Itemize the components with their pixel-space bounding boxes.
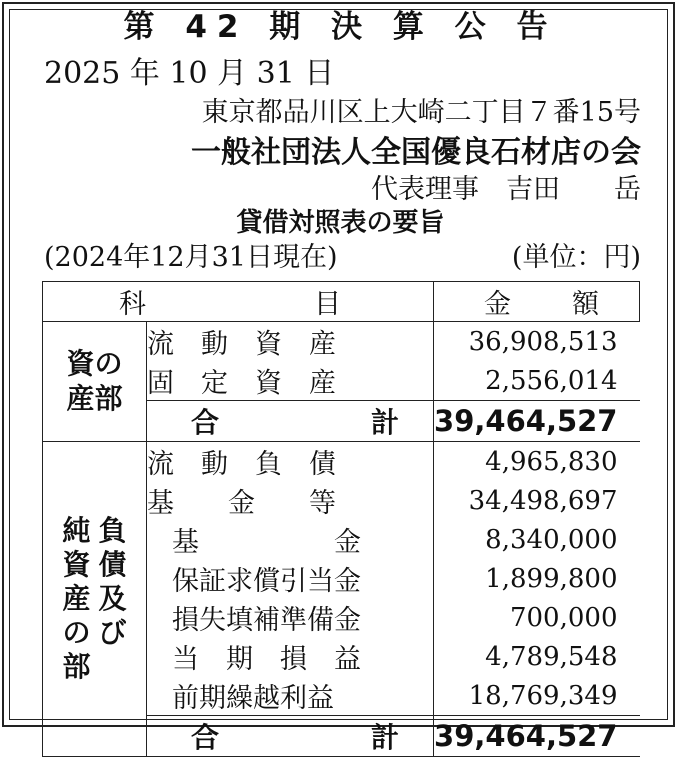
liability-row-label — [147, 637, 434, 676]
fund-etc-value: 34,498,697 — [468, 485, 618, 516]
current-profit-label: 当 期 損 益 — [172, 644, 361, 675]
liabilities-total-char-1: 合 — [191, 721, 220, 754]
liabilities-total-char-2: 計 — [370, 721, 399, 754]
section-label-char: の — [62, 616, 91, 649]
balance-sheet-table — [42, 281, 640, 757]
asset-row-value — [434, 361, 640, 401]
section-label-char: 純 — [62, 514, 91, 547]
liabilities-total-value — [434, 716, 640, 757]
assets-total-amount: 39,464,527 — [434, 404, 618, 438]
asset-row-label — [147, 361, 434, 401]
header-amount-cell — [434, 282, 640, 322]
loss-reserve-label: 損失填補準備金 — [172, 605, 361, 636]
table-header-row — [43, 282, 640, 322]
current-profit-value: 4,789,548 — [485, 641, 618, 672]
asset-current-label: 流 動 資 産 — [147, 329, 336, 360]
notice-date: 2025 年 10 月 31 日 — [44, 56, 335, 91]
representative: 代表理事 吉田 岳 — [371, 174, 641, 205]
table-row — [43, 322, 640, 362]
asset-row-value — [434, 322, 640, 362]
company-name: 一般社団法人全国優良石材店の会 — [191, 135, 641, 170]
assets-total-char-2: 計 — [370, 406, 399, 439]
notice-title: 第 42 期 決 算 公 告 — [123, 9, 558, 45]
section-label-char: 資 — [62, 548, 91, 581]
liability-row-value — [434, 637, 640, 676]
unit-label: (単位：円) — [511, 242, 641, 273]
assets-total-value — [434, 401, 640, 442]
fund-etc-label: 基 金 等 — [147, 488, 336, 519]
section-label-char: 負 — [98, 514, 127, 547]
liability-row-value — [434, 676, 640, 716]
liability-row-value — [434, 442, 640, 482]
liabilities-section-label — [43, 442, 147, 757]
liability-current-value: 4,965,830 — [485, 446, 618, 477]
header-item-cell — [43, 282, 434, 322]
liability-row-value — [434, 598, 640, 637]
liability-row-value — [434, 559, 640, 598]
header-item-char-2: 目 — [314, 289, 341, 320]
asset-fixed-value: 2,556,014 — [485, 365, 618, 396]
section-label-char: び — [98, 616, 127, 649]
liability-row-value — [434, 520, 640, 559]
fund-value: 8,340,000 — [485, 524, 618, 555]
liability-current-label: 流 動 負 債 — [147, 449, 336, 480]
liability-row-value — [434, 481, 640, 520]
retained-earnings-value: 18,769,349 — [468, 680, 618, 711]
assets-section-line-2: 産部 — [66, 381, 123, 415]
liabilities-section-label-col-2 — [62, 514, 91, 683]
section-label-char: 産 — [62, 582, 91, 615]
liability-row-label — [147, 442, 434, 482]
company-address: 東京都品川区上大崎二丁目７番15号 — [201, 97, 641, 128]
assets-total-char-1: 合 — [191, 406, 220, 439]
section-label-char: 部 — [62, 650, 91, 683]
as-of-date: (2024年12月31日現在) — [44, 242, 338, 273]
asset-fixed-label: 固 定 資 産 — [147, 368, 336, 399]
table-row — [43, 442, 640, 482]
retained-earnings-label: 前期繰越利益 — [172, 683, 334, 714]
assets-section-line-1: 資の — [66, 346, 123, 380]
header-amount-char-1: 金 — [484, 289, 511, 320]
liability-row-label — [147, 676, 434, 716]
assets-section-label — [43, 322, 147, 442]
liability-row-label — [147, 520, 434, 559]
liabilities-total-amount: 39,464,527 — [434, 719, 618, 753]
liabilities-total-label — [147, 716, 434, 757]
asset-row-label — [147, 322, 434, 362]
section-label-char: 及 — [98, 582, 127, 615]
guarantee-reserve-value: 1,899,800 — [485, 563, 618, 594]
assets-total-label — [147, 401, 434, 442]
loss-reserve-value: 700,000 — [509, 602, 618, 633]
section-label-char: 債 — [98, 548, 127, 581]
fund-label: 基 金 — [172, 527, 361, 558]
liability-row-label — [147, 598, 434, 637]
balance-sheet-title: 貸借対照表の要旨 — [236, 208, 445, 238]
liabilities-section-label-col-1 — [98, 514, 127, 681]
guarantee-reserve-label: 保証求償引当金 — [172, 566, 361, 597]
asset-current-value: 36,908,513 — [468, 326, 618, 357]
liability-row-label — [147, 559, 434, 598]
header-amount-char-2: 額 — [572, 289, 599, 320]
liability-row-label — [147, 481, 434, 520]
header-item-char-1: 科 — [119, 289, 146, 320]
